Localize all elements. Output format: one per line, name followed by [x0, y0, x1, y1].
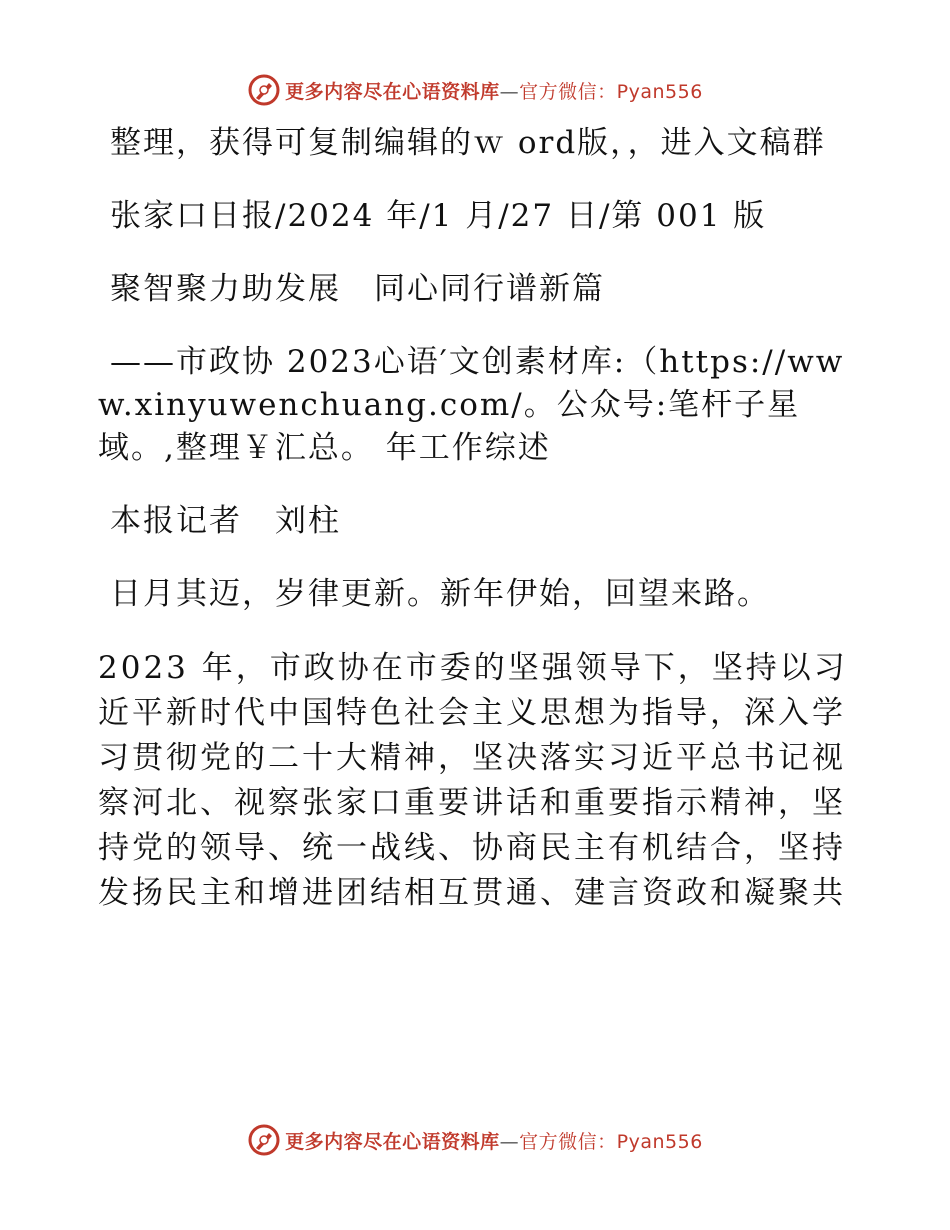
banner-text [285, 77, 703, 104]
banner-site: 更多内容尽在心语资料库 [285, 1130, 500, 1153]
article-title: 聚智聚力助发展 同心同行谱新篇 [110, 271, 605, 307]
lead-paragraph: 日月其迈，岁律更新。新年伊始，回望来路。 [110, 576, 770, 612]
banner-text [285, 1127, 703, 1154]
pen-logo-icon [247, 73, 281, 107]
banner-wechat: 官方微信：Pyan556 [519, 80, 703, 103]
pen-logo-icon [247, 1123, 281, 1157]
banner-dash: — [499, 1130, 520, 1153]
intro-paragraph: 整理，获得可复制编辑的ｗ ord版，，进入文稿群 [110, 125, 826, 161]
document-content [98, 122, 858, 916]
article-subtitle: ——市政协 2023心语′文创素材库:（https://www.xinyuwenchuang.com/。公众号:笔杆子星域。,整理￥汇总。 年工作综述 [98, 344, 845, 466]
banner-dash: — [499, 80, 520, 103]
banner-site: 更多内容尽在心语资料库 [285, 80, 500, 103]
header-banner [0, 70, 950, 110]
byline: 本报记者 刘柱 [110, 503, 341, 539]
body-paragraph: 2023 年，市政协在市委的坚强领导下，坚持以习近平新时代中国特色社会主义思想为指导，深入学习贯彻党的二十大精神，坚决落实习近平总书记视察河北、视察张家口重要讲话和重要指示精神，坚持党的领导、统一战线、协商民主有机结合，坚持发扬民主和增进团结相互贯通、建言资政和凝聚共 [98, 650, 848, 911]
footer-banner [0, 1120, 950, 1160]
banner-wechat: 官方微信：Pyan556 [519, 1130, 703, 1153]
source-line: 张家口日报/2024 年/1 月/27 日/第 001 版 [110, 198, 767, 234]
